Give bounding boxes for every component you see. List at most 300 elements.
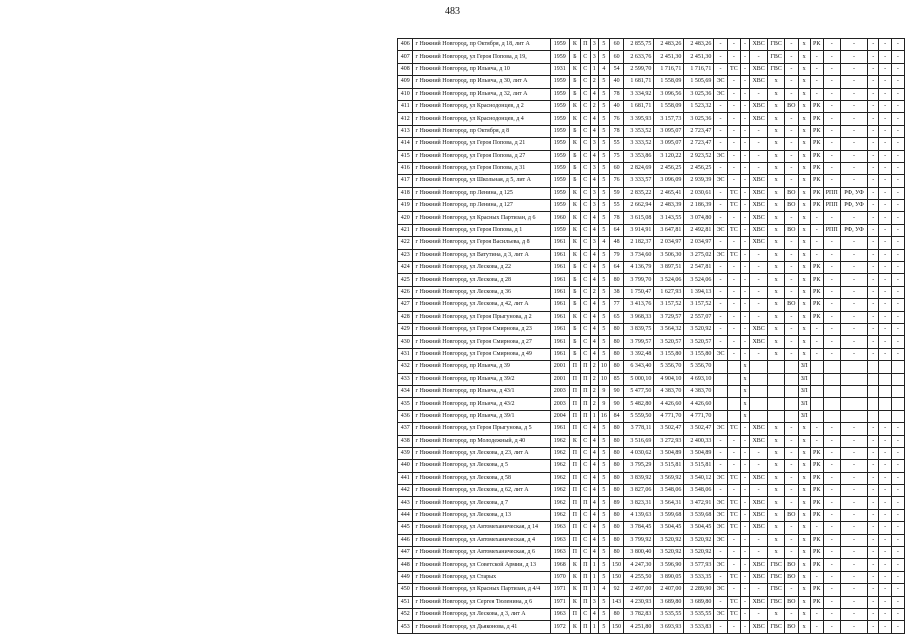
table-cell: 89 [609, 497, 623, 509]
table-cell: П [580, 361, 590, 373]
table-cell: - [823, 534, 840, 546]
table-cell: - [810, 88, 823, 100]
table-cell: 1 [590, 571, 598, 583]
table-cell: 3 564,32 [654, 323, 684, 335]
address-cell: г Нижний Новгород, ул Лескова, д 28 [413, 274, 550, 286]
table-cell: С [580, 100, 590, 112]
table-cell: П [569, 385, 580, 397]
table-cell: 80 [609, 447, 623, 459]
table-cell: х [768, 323, 785, 335]
row-number-cell: 453 [398, 621, 413, 633]
table-cell [785, 361, 799, 373]
table-cell: С [580, 224, 590, 236]
table-cell: 5 [598, 472, 609, 484]
table-cell: - [868, 323, 879, 335]
table-cell: Б [569, 162, 580, 174]
table-cell: 4 [590, 348, 598, 360]
table-cell: 1961 [550, 286, 569, 298]
table-cell: 2 182,37 [624, 237, 654, 249]
table-cell: 85 [609, 373, 623, 385]
table-cell: х [798, 125, 810, 137]
table-cell: ХВС [750, 175, 768, 187]
table-cell: - [868, 63, 879, 75]
page-number: 483 [445, 6, 460, 17]
table-cell: 5 [598, 497, 609, 509]
table-cell: х [768, 423, 785, 435]
address-cell: г Нижний Новгород, ул Ватутина, д 3, лит А [413, 249, 550, 261]
table-cell: РФ, УФ [840, 187, 867, 199]
table-cell: х [798, 522, 810, 534]
table-cell: П [569, 447, 580, 459]
table-cell: - [840, 571, 867, 583]
table-cell: 80 [609, 435, 623, 447]
table-cell: 1959 [550, 51, 569, 63]
table-cell: - [785, 125, 799, 137]
address-cell: г Нижний Новгород, пр Октября, д 18, лит А [413, 39, 550, 51]
table-cell: - [891, 138, 904, 150]
table-row [398, 522, 905, 534]
row-number-cell: 446 [398, 534, 413, 546]
table-cell: - [727, 100, 740, 112]
table-cell: - [750, 150, 768, 162]
table-cell: - [823, 150, 840, 162]
address-cell: г Нижний Новгород, ул Советской Армии, д 13 [413, 559, 550, 571]
address-cell: г Нижний Новгород, пр Ленина, д 125 [413, 187, 550, 199]
table-cell [810, 410, 823, 422]
table-cell: 2 [590, 398, 598, 410]
table-cell: - [785, 39, 799, 51]
table-cell: 54 [609, 63, 623, 75]
table-cell: 5 356,70 [684, 361, 714, 373]
table-cell: - [785, 51, 799, 63]
table-cell: 78 [609, 88, 623, 100]
table-cell: - [868, 175, 879, 187]
table-cell: - [868, 559, 879, 571]
table-cell: 3 520,92 [684, 534, 714, 546]
table-row [398, 51, 905, 63]
table-cell: - [891, 509, 904, 521]
table-cell: - [891, 200, 904, 212]
table-cell: - [891, 571, 904, 583]
table-cell: - [810, 621, 823, 633]
table-cell: х [768, 262, 785, 274]
table-cell [868, 385, 879, 397]
table-cell: 59 [609, 187, 623, 199]
table-cell: Б [569, 150, 580, 162]
table-cell: 76 [609, 175, 623, 187]
table-cell: 3 [590, 237, 598, 249]
table-cell: - [727, 162, 740, 174]
address-cell: г Нижний Новгород, ул Героя Смирнова, д 49 [413, 348, 550, 360]
table-cell: - [785, 162, 799, 174]
table-row [398, 63, 905, 75]
row-number-cell: 433 [398, 373, 413, 385]
table-cell [768, 385, 785, 397]
table-cell: 3 524,06 [654, 274, 684, 286]
table-cell: - [740, 51, 749, 63]
table-cell: - [879, 534, 892, 546]
table-cell: ХВС [750, 559, 768, 571]
row-number-cell: 431 [398, 348, 413, 360]
table-cell: 3 520,92 [654, 534, 684, 546]
table-cell: ВО [785, 224, 799, 236]
table-cell: 60 [609, 39, 623, 51]
table-cell: - [879, 509, 892, 521]
table-cell: С [580, 125, 590, 137]
table-cell [810, 373, 823, 385]
table-cell: - [891, 435, 904, 447]
table-cell [750, 385, 768, 397]
table-cell: ХВС [750, 621, 768, 633]
table-cell: 78 [609, 212, 623, 224]
table-cell: 3 504,45 [654, 522, 684, 534]
table-cell: - [823, 51, 840, 63]
table-cell: - [785, 249, 799, 261]
table-cell: П [569, 398, 580, 410]
table-cell: 1959 [550, 175, 569, 187]
table-cell: х [798, 51, 810, 63]
table-cell: - [727, 113, 740, 125]
table-cell: - [879, 571, 892, 583]
table-cell: РК [810, 125, 823, 137]
table-cell: - [840, 596, 867, 608]
table-cell: К [569, 237, 580, 249]
table-cell: ЭС [714, 175, 727, 187]
table-row [398, 175, 905, 187]
table-cell: х [740, 361, 749, 373]
table-cell: ВО [785, 509, 799, 521]
table-cell: х [798, 447, 810, 459]
table-cell: С [580, 187, 590, 199]
table-cell: 3 334,92 [624, 88, 654, 100]
table-cell: - [740, 39, 749, 51]
table-cell: ХВС [750, 113, 768, 125]
table-cell: 1 681,71 [624, 100, 654, 112]
table-cell [785, 410, 799, 422]
table-cell: 1963 [550, 608, 569, 620]
table-cell: - [823, 348, 840, 360]
table-cell: 2003 [550, 398, 569, 410]
table-cell: х [798, 323, 810, 335]
table-cell: - [785, 534, 799, 546]
address-cell: г Нижний Новгород, ул Лескова, д 23, лит А [413, 447, 550, 459]
table-cell: ХВС [750, 336, 768, 348]
table-cell: - [740, 460, 749, 472]
row-number-cell: 407 [398, 51, 413, 63]
table-cell: 4 [590, 547, 598, 559]
table-cell: - [891, 125, 904, 137]
table-cell: - [879, 435, 892, 447]
table-cell: - [823, 212, 840, 224]
table-cell: 1 505,69 [684, 76, 714, 88]
table-cell: 1961 [550, 336, 569, 348]
table-cell: - [840, 534, 867, 546]
table-cell: К [569, 435, 580, 447]
table-cell: - [785, 113, 799, 125]
table-cell: - [823, 286, 840, 298]
table-cell: - [740, 559, 749, 571]
table-cell: - [740, 336, 749, 348]
table-cell: С [580, 262, 590, 274]
table-cell: - [823, 497, 840, 509]
table-row [398, 472, 905, 484]
table-cell [879, 385, 892, 397]
table-cell: - [740, 125, 749, 137]
table-cell: С [580, 509, 590, 521]
table-cell: - [727, 39, 740, 51]
table-cell: - [714, 311, 727, 323]
table-cell: 3 539,68 [684, 509, 714, 521]
table-cell: х [798, 509, 810, 521]
address-cell: г Нижний Новгород, пр Ильича, д 43/1 [413, 385, 550, 397]
table-cell: х [768, 200, 785, 212]
table-cell: 65 [609, 311, 623, 323]
table-cell: х [768, 138, 785, 150]
table-cell [714, 398, 727, 410]
table-cell [768, 361, 785, 373]
table-cell: РК [810, 584, 823, 596]
table-cell: 5 [598, 423, 609, 435]
table-cell: - [740, 522, 749, 534]
table-cell: - [750, 547, 768, 559]
row-number-cell: 440 [398, 460, 413, 472]
address-cell: г Нижний Новгород, пр Ленина, д 127 [413, 200, 550, 212]
table-cell: х [798, 547, 810, 559]
table-cell: 1 [590, 621, 598, 633]
table-cell: 3 157,73 [654, 113, 684, 125]
table-cell: х [740, 398, 749, 410]
table-cell: - [823, 249, 840, 261]
table-cell: - [740, 150, 749, 162]
table-cell: - [740, 534, 749, 546]
table-cell: ТС [727, 571, 740, 583]
table-cell: 3 395,93 [624, 113, 654, 125]
table-cell: - [868, 262, 879, 274]
table-cell: - [714, 274, 727, 286]
table-cell: - [840, 138, 867, 150]
table-cell: - [823, 472, 840, 484]
table-cell: 2 824,69 [624, 162, 654, 174]
table-row [398, 125, 905, 137]
table-cell: - [823, 262, 840, 274]
row-number-cell: 406 [398, 39, 413, 51]
table-cell: - [891, 162, 904, 174]
table-cell: 80 [609, 485, 623, 497]
table-cell: - [750, 286, 768, 298]
table-cell [840, 398, 867, 410]
table-cell: С [580, 348, 590, 360]
table-cell: С [580, 51, 590, 63]
table-cell: х [768, 311, 785, 323]
table-cell: С [580, 138, 590, 150]
row-number-cell: 411 [398, 100, 413, 112]
table-cell: 5 [598, 88, 609, 100]
table-cell: 5 [598, 138, 609, 150]
table-cell: ТС [727, 249, 740, 261]
table-cell [879, 398, 892, 410]
table-cell: С [580, 522, 590, 534]
address-cell: г Нижний Новгород, ул Героя Васильева, д 8 [413, 237, 550, 249]
table-cell: х [768, 100, 785, 112]
table-cell: ХВС [750, 100, 768, 112]
table-cell: - [714, 460, 727, 472]
table-cell: - [740, 262, 749, 274]
table-cell: 3 095,07 [654, 125, 684, 137]
table-cell: 5 [598, 460, 609, 472]
row-number-cell: 429 [398, 323, 413, 335]
table-cell: К [569, 200, 580, 212]
table-cell: ЭС [714, 224, 727, 236]
table-cell: - [868, 534, 879, 546]
table-cell: - [823, 162, 840, 174]
address-cell: г Нижний Новгород, ул Лескова, д 42, лит А [413, 299, 550, 311]
table-cell: 2 [590, 100, 598, 112]
table-cell: - [868, 571, 879, 583]
table-cell: 1 [590, 584, 598, 596]
table-cell: 3 502,47 [654, 423, 684, 435]
table-cell: - [750, 311, 768, 323]
table-cell: х [798, 472, 810, 484]
table-cell [891, 410, 904, 422]
table-cell: х [798, 237, 810, 249]
table-cell: П [569, 423, 580, 435]
table-cell: - [823, 584, 840, 596]
table-cell: - [740, 200, 749, 212]
table-row [398, 361, 905, 373]
table-cell: ЭС [714, 423, 727, 435]
address-cell: г Нижний Новгород, пр Ильича, д 32, лит А [413, 88, 550, 100]
table-cell: - [868, 423, 879, 435]
table-cell: - [868, 125, 879, 137]
address-cell: г Нижний Новгород, ул Автомеханическая, д 4 [413, 534, 550, 546]
table-row [398, 373, 905, 385]
table-cell: - [810, 522, 823, 534]
table-cell: - [714, 596, 727, 608]
table-cell: - [750, 485, 768, 497]
table-cell: Б [569, 175, 580, 187]
table-cell: - [750, 584, 768, 596]
table-cell [714, 361, 727, 373]
table-cell: РК [810, 113, 823, 125]
table-cell: ХВС [750, 435, 768, 447]
row-number-cell: 435 [398, 398, 413, 410]
table-cell: 1959 [550, 138, 569, 150]
table-cell: 6 343,40 [624, 361, 654, 373]
table-cell: ХВС [750, 212, 768, 224]
table-cell: - [840, 262, 867, 274]
table-cell: С [580, 76, 590, 88]
table-cell: х [798, 162, 810, 174]
table-cell: х [768, 76, 785, 88]
table-cell: - [740, 423, 749, 435]
table-cell: - [823, 138, 840, 150]
table-cell: - [810, 51, 823, 63]
table-cell: 1961 [550, 237, 569, 249]
table-cell: - [891, 63, 904, 75]
table-cell: - [740, 286, 749, 298]
table-cell: - [891, 187, 904, 199]
table-cell: 4 [590, 224, 598, 236]
table-cell: ВО [785, 621, 799, 633]
table-cell: - [879, 63, 892, 75]
table-cell [840, 361, 867, 373]
table-cell: К [569, 249, 580, 261]
table-cell: ХВС [750, 596, 768, 608]
table-cell: 3 729,57 [654, 311, 684, 323]
table-cell: - [879, 212, 892, 224]
table-cell: - [840, 559, 867, 571]
table-cell: - [785, 522, 799, 534]
table-cell [891, 373, 904, 385]
table-cell: РПП [823, 187, 840, 199]
table-cell: - [879, 608, 892, 620]
table-cell: 5 [598, 162, 609, 174]
table-row [398, 336, 905, 348]
table-cell: 55 [609, 200, 623, 212]
table-cell: 80 [609, 522, 623, 534]
table-cell: - [823, 596, 840, 608]
table-cell: К [569, 100, 580, 112]
table-cell: - [714, 63, 727, 75]
table-cell: - [714, 212, 727, 224]
address-cell: г Нижний Новгород, пр Ильича, д 39 [413, 361, 550, 373]
table-cell: С [580, 472, 590, 484]
table-cell: 5 [598, 175, 609, 187]
table-cell: 80 [609, 423, 623, 435]
table-cell: 10 [598, 361, 609, 373]
row-number-cell: 415 [398, 150, 413, 162]
table-cell: - [727, 584, 740, 596]
table-cell: 1961 [550, 262, 569, 274]
table-cell: 3 524,06 [684, 274, 714, 286]
table-cell: - [714, 299, 727, 311]
table-cell: - [891, 175, 904, 187]
table-cell: 1961 [550, 249, 569, 261]
table-cell: - [823, 485, 840, 497]
address-cell: г Нижний Новгород, ул Лескова, д 5 [413, 460, 550, 472]
table-cell: - [879, 311, 892, 323]
table-cell: х [768, 187, 785, 199]
table-cell: 1959 [550, 162, 569, 174]
table-cell [879, 361, 892, 373]
table-cell: 3 157,52 [684, 299, 714, 311]
table-cell: РК [810, 509, 823, 521]
table-cell: 16 [598, 410, 609, 422]
table-cell: - [727, 485, 740, 497]
table-cell [879, 373, 892, 385]
table-cell: П [580, 596, 590, 608]
table-body [398, 39, 905, 634]
table-cell: - [840, 125, 867, 137]
table-cell: РК [810, 534, 823, 546]
table-cell: - [740, 274, 749, 286]
table-cell: - [879, 621, 892, 633]
table-cell: - [840, 274, 867, 286]
table-cell: ХВС [750, 39, 768, 51]
table-cell: 1959 [550, 187, 569, 199]
table-cell: Б [569, 336, 580, 348]
table-row [398, 584, 905, 596]
address-cell: г Нижний Новгород, ул Дьяконова, д 41 [413, 621, 550, 633]
table-cell: х [798, 249, 810, 261]
table-cell: 1 558,09 [654, 76, 684, 88]
table-cell: 5 [598, 621, 609, 633]
table-cell [891, 385, 904, 397]
table-cell: - [879, 138, 892, 150]
table-cell: РК [810, 497, 823, 509]
table-cell: - [868, 336, 879, 348]
table-cell: - [740, 323, 749, 335]
